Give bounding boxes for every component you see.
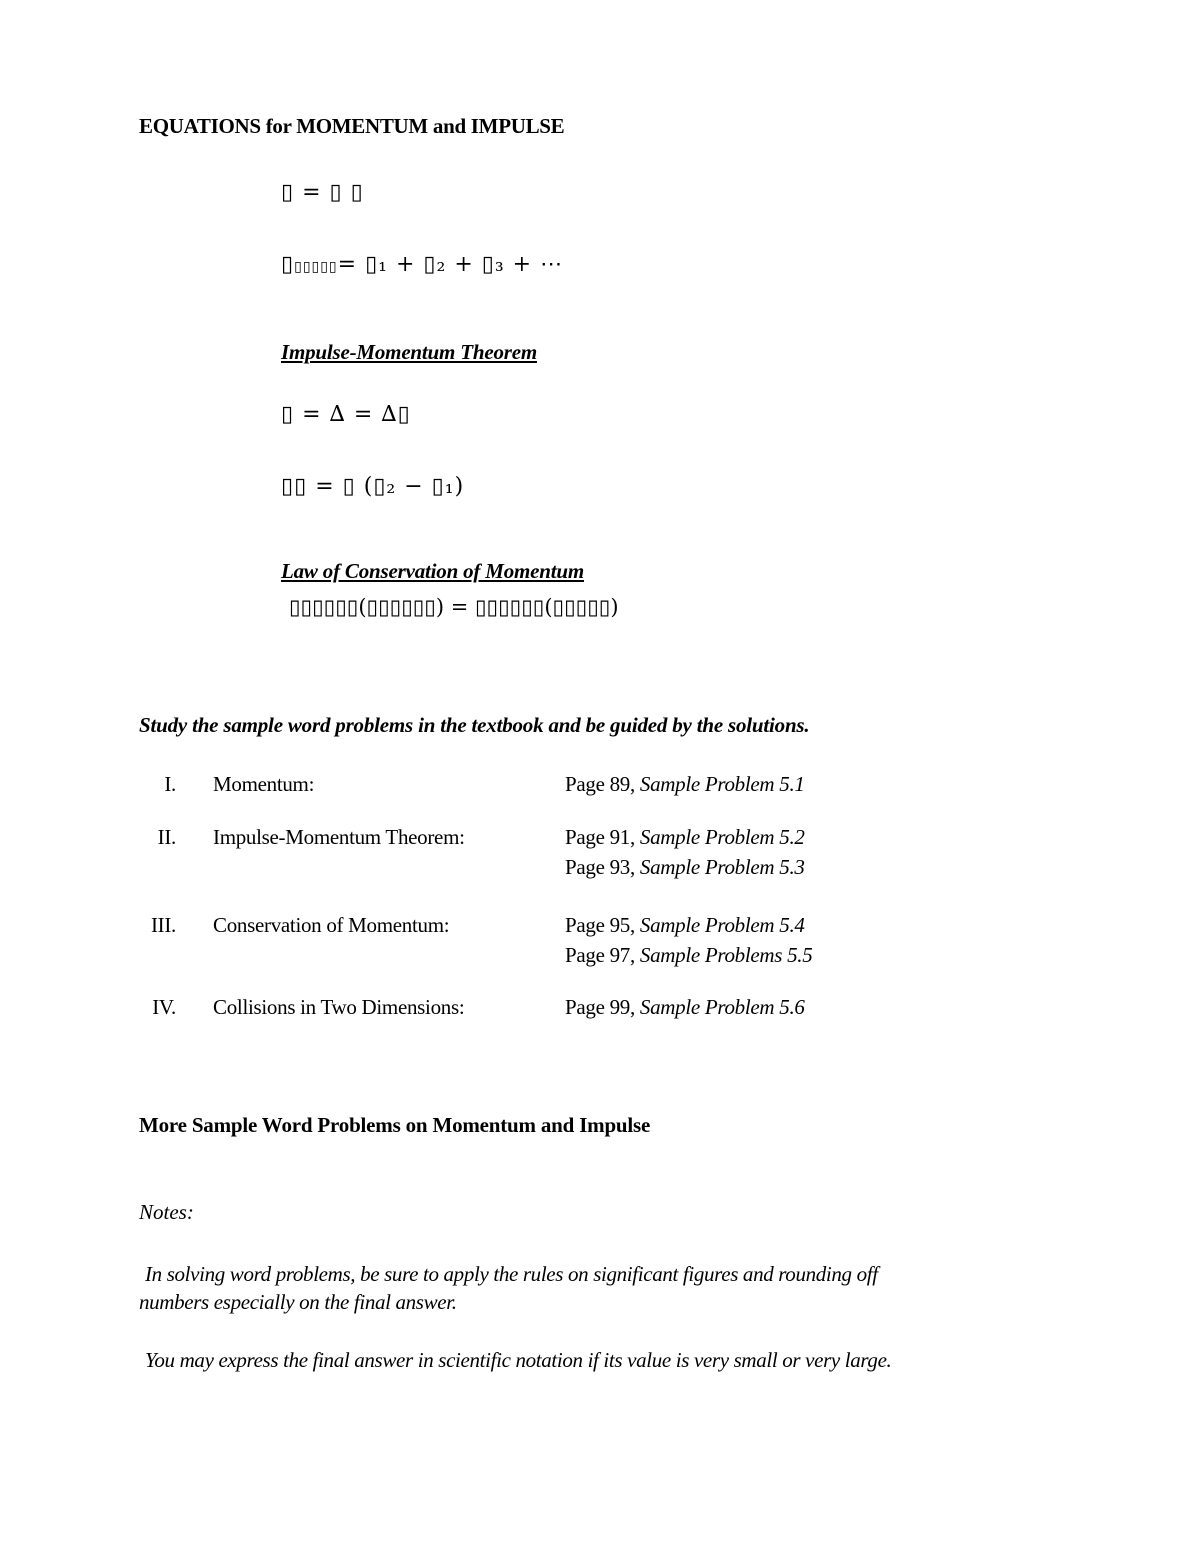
reference-page: Page 89, — [565, 772, 640, 796]
note-scientific-notation: You may express the final answer in scientific notation if its value is very small or very large. — [145, 1348, 892, 1372]
problem-reference — [565, 995, 805, 1020]
reference-page: Page 91, — [565, 825, 640, 849]
reference-sample: Sample Problem 5.2 — [639, 825, 805, 849]
problem-reference — [565, 772, 805, 797]
note-significant-figures-line1: In solving word problems, be sure to apply the rules on significant figures and rounding off — [145, 1262, 878, 1286]
reference-sample: Sample Problem 5.3 — [639, 855, 805, 879]
study-instruction: Study the sample word problems in the textbook and be guided by the solutions. — [139, 713, 810, 737]
reference-sample: Sample Problem 5.4 — [639, 913, 805, 937]
reference-sample: Sample Problem 5.1 — [639, 772, 805, 796]
problem-number: IV. — [152, 995, 176, 1019]
equation-impulse-velocity: ▯▯ = ▯ (▯₂ − ▯₁) — [281, 474, 465, 499]
equation-total-momentum — [281, 252, 563, 277]
equation-momentum: ▯ = ▯ ▯ — [281, 180, 364, 205]
problem-reference — [565, 943, 812, 968]
reference-page: Page 97, — [565, 943, 640, 967]
problem-label: Impulse-Momentum Theorem: — [213, 825, 465, 849]
heading-impulse-momentum-theorem: Impulse-Momentum Theorem — [281, 340, 537, 364]
reference-page: Page 99, — [565, 995, 640, 1019]
equation-total-momentum-lhs: ▯ — [281, 252, 295, 277]
equation-conservation: ▯▯▯▯▯▯(▯▯▯▯▯▯) = ▯▯▯▯▯▯(▯▯▯▯▯) — [289, 595, 619, 619]
reference-page: Page 95, — [565, 913, 640, 937]
more-problems-heading: More Sample Word Problems on Momentum and Impulse — [139, 1113, 651, 1137]
problem-reference — [565, 825, 805, 850]
notes-label: Notes: — [139, 1200, 194, 1224]
heading-conservation-law: Law of Conservation of Momentum — [281, 559, 584, 583]
equation-total-momentum-subscript: ▯▯▯▯▯ — [294, 259, 338, 275]
problem-reference — [565, 913, 805, 938]
problem-reference — [565, 855, 805, 880]
problem-number: I. — [164, 772, 176, 796]
reference-sample: Sample Problems 5.5 — [639, 943, 813, 967]
problem-label: Collisions in Two Dimensions: — [213, 995, 465, 1019]
reference-sample: Sample Problem 5.6 — [639, 995, 805, 1019]
problem-label: Conservation of Momentum: — [213, 913, 450, 937]
problem-number: II. — [157, 825, 176, 849]
problem-number: III. — [150, 913, 176, 937]
problem-label: Momentum: — [213, 772, 315, 796]
reference-page: Page 93, — [565, 855, 640, 879]
note-significant-figures-line2: numbers especially on the final answer. — [139, 1290, 457, 1314]
equation-total-momentum-rhs: = ▯₁ + ▯₂ + ▯₃ + ⋯ — [337, 252, 564, 277]
equation-impulse: ▯ = ∆ = ∆▯ — [281, 402, 411, 427]
document-title: EQUATIONS for MOMENTUM and IMPULSE — [139, 114, 565, 138]
